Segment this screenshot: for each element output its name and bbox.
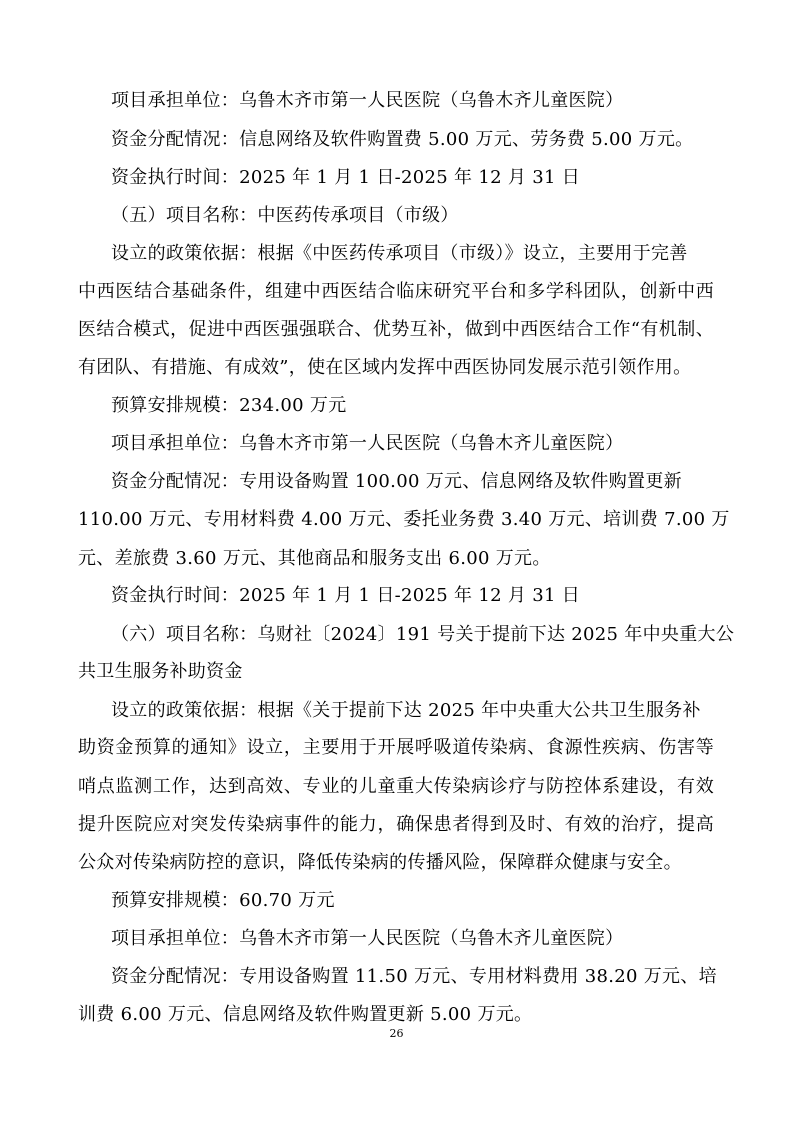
paragraph-line: 资金分配情况：专用设备购置 100.00 万元、信息网络及软件购置更新 bbox=[111, 471, 682, 492]
page-number: 26 bbox=[389, 1027, 404, 1040]
paragraph-line: 资金执行时间：2025 年 1 月 1 日-2025 年 12 月 31 日 bbox=[111, 167, 581, 188]
section-heading: （五）项目名称：中医药传承项目（市级） bbox=[111, 205, 459, 226]
paragraph-line: 资金执行时间：2025 年 1 月 1 日-2025 年 12 月 31 日 bbox=[111, 585, 581, 606]
paragraph-line: 资金分配情况：信息网络及软件购置费 5.00 万元、劳务费 5.00 万元。 bbox=[111, 129, 694, 150]
paragraph-line: 医结合模式，促进中西医强强联合、优势互补，做到中西医结合工作“有机制、 bbox=[78, 319, 714, 340]
paragraph-line: 项目承担单位：乌鲁木齐市第一人民医院（乌鲁木齐儿童医院） bbox=[111, 928, 624, 949]
paragraph-line: 资金分配情况：专用设备购置 11.50 万元、专用材料费用 38.20 万元、培 bbox=[111, 966, 717, 987]
paragraph-line: 有团队、有措施、有成效”，使在区域内发挥中西医协同发展示范引领作用。 bbox=[78, 357, 692, 378]
paragraph-line: 公众对传染病防控的意识，降低传染病的传播风险，保障群众健康与安全。 bbox=[78, 852, 682, 873]
paragraph-line: 项目承担单位：乌鲁木齐市第一人民医院（乌鲁木齐儿童医院） bbox=[111, 90, 624, 111]
paragraph-line: 元、差旅费 3.60 万元、其他商品和服务支出 6.00 万元。 bbox=[78, 548, 551, 569]
paragraph-line: 设立的政策依据：根据《关于提前下达 2025 年中央重大公共卫生服务补 bbox=[111, 700, 701, 721]
paragraph-line: 预算安排规模：234.00 万元 bbox=[111, 395, 347, 416]
paragraph-line: 中西医结合基础条件，组建中西医结合临床研究平台和多学科团队，创新中西 bbox=[78, 281, 714, 302]
paragraph-line: 110.00 万元、专用材料费 4.00 万元、委托业务费 3.40 万元、培训费 7.00 万 bbox=[78, 509, 730, 530]
paragraph-line: 预算安排规模：60.70 万元 bbox=[111, 890, 335, 911]
paragraph-line: 项目承担单位：乌鲁木齐市第一人民医院（乌鲁木齐儿童医院） bbox=[111, 433, 624, 454]
section-heading: 共卫生服务补助资金 bbox=[78, 661, 243, 682]
paragraph-line: 训费 6.00 万元、信息网络及软件购置更新 5.00 万元。 bbox=[78, 1004, 533, 1025]
paragraph-line: 助资金预算的通知》设立，主要用于开展呼吸道传染病、食源性疾病、伤害等 bbox=[78, 737, 714, 758]
section-heading: （六）项目名称：乌财社〔2024〕191 号关于提前下达 2025 年中央重大公 bbox=[111, 624, 735, 645]
paragraph-line: 提升医院应对突发传染病事件的能力，确保患者得到及时、有效的治疗，提高 bbox=[78, 814, 714, 835]
paragraph-line: 设立的政策依据：根据《中医药传承项目（市级）》设立，主要用于完善 bbox=[111, 243, 688, 264]
paragraph-line: 哨点监测工作，达到高效、专业的儿童重大传染病诊疗与防控体系建设，有效 bbox=[78, 776, 714, 797]
